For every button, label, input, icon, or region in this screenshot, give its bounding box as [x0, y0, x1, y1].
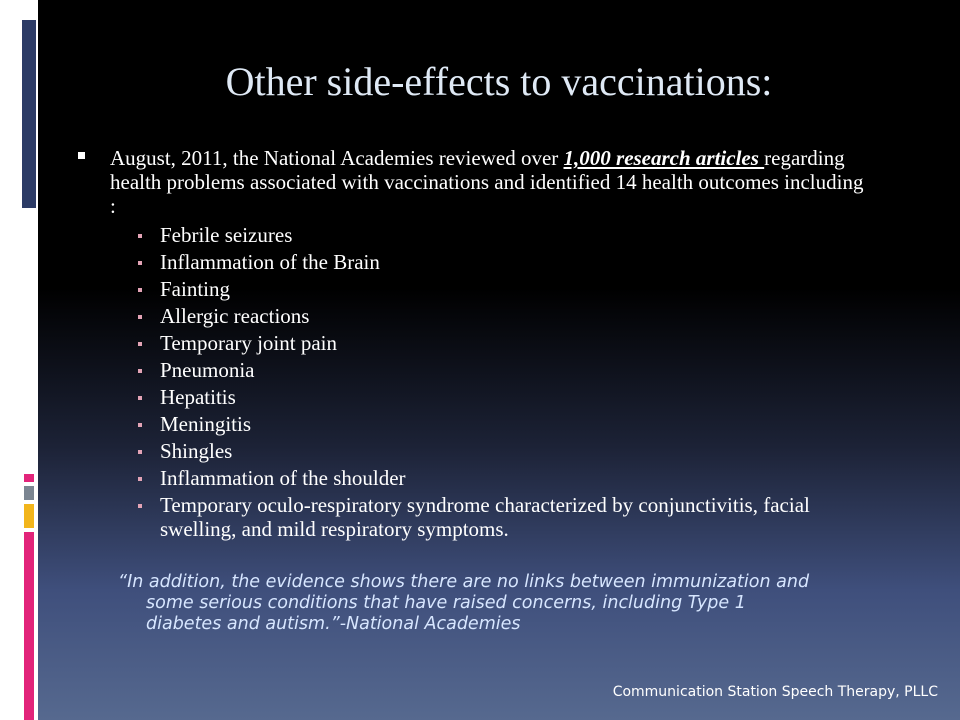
list-item [136, 412, 874, 436]
left-decorative-bars [0, 0, 38, 720]
list-item [136, 250, 874, 274]
main-bullet-emphasis: 1,000 research articles [563, 146, 765, 170]
bullet-dot-icon [138, 450, 142, 454]
list-item-label: Shingles [160, 439, 233, 463]
main-bullet [74, 146, 874, 218]
outcomes-list [136, 223, 874, 541]
list-item [136, 385, 874, 409]
bullet-dot-icon [138, 504, 142, 508]
bullet-dot-icon [138, 342, 142, 346]
bullet-dot-icon [138, 423, 142, 427]
list-item-label: Hepatitis [160, 385, 236, 409]
list-item-label: Inflammation of the Brain [160, 250, 380, 274]
bullet-dot-icon [138, 288, 142, 292]
list-item [136, 493, 874, 541]
main-bullet-text-after: regarding health problems associated with vaccinations and identified 14 health outcomes including : [110, 146, 864, 218]
quote-line-3: diabetes and autism.”-National Academies [146, 614, 521, 634]
list-item-label: Febrile seizures [160, 223, 293, 247]
quote-line-1: “In addition, the evidence shows there are no links between immunization and [118, 572, 810, 592]
list-item-label: Temporary oculo-respiratory syndrome characterized by conjunctivitis, facial swelling, and mild respiratory symptoms. [160, 493, 810, 541]
list-item-label: Meningitis [160, 412, 252, 436]
list-item [136, 277, 874, 301]
list-item [136, 439, 874, 463]
bullet-dot-icon [138, 396, 142, 400]
main-bullet-text-before: August, 2011, the National Academies reviewed over [110, 146, 564, 170]
list-item [136, 358, 874, 382]
footer-credit: Communication Station Speech Therapy, PLLC [612, 684, 938, 700]
quote-block [118, 572, 878, 635]
list-item-label: Temporary joint pain [160, 331, 337, 355]
square-bullet-icon [78, 152, 85, 159]
bullet-dot-icon [138, 369, 142, 373]
bullet-dot-icon [138, 477, 142, 481]
list-item-label: Inflammation of the shoulder [160, 466, 406, 490]
slide-content [74, 146, 874, 544]
list-item-label: Pneumonia [160, 358, 255, 382]
slide-title: Other side-effects to vaccinations: [225, 59, 773, 104]
bullet-dot-icon [138, 315, 142, 319]
list-item-label: Allergic reactions [160, 304, 310, 328]
list-item [136, 223, 874, 247]
list-item [136, 466, 874, 490]
bullet-dot-icon [138, 234, 142, 238]
list-item [136, 304, 874, 328]
quote-line-2: some serious conditions that have raised concerns, including Type 1 [146, 593, 746, 613]
list-item-label: Fainting [160, 277, 231, 301]
list-item [136, 331, 874, 355]
bullet-dot-icon [138, 261, 142, 265]
